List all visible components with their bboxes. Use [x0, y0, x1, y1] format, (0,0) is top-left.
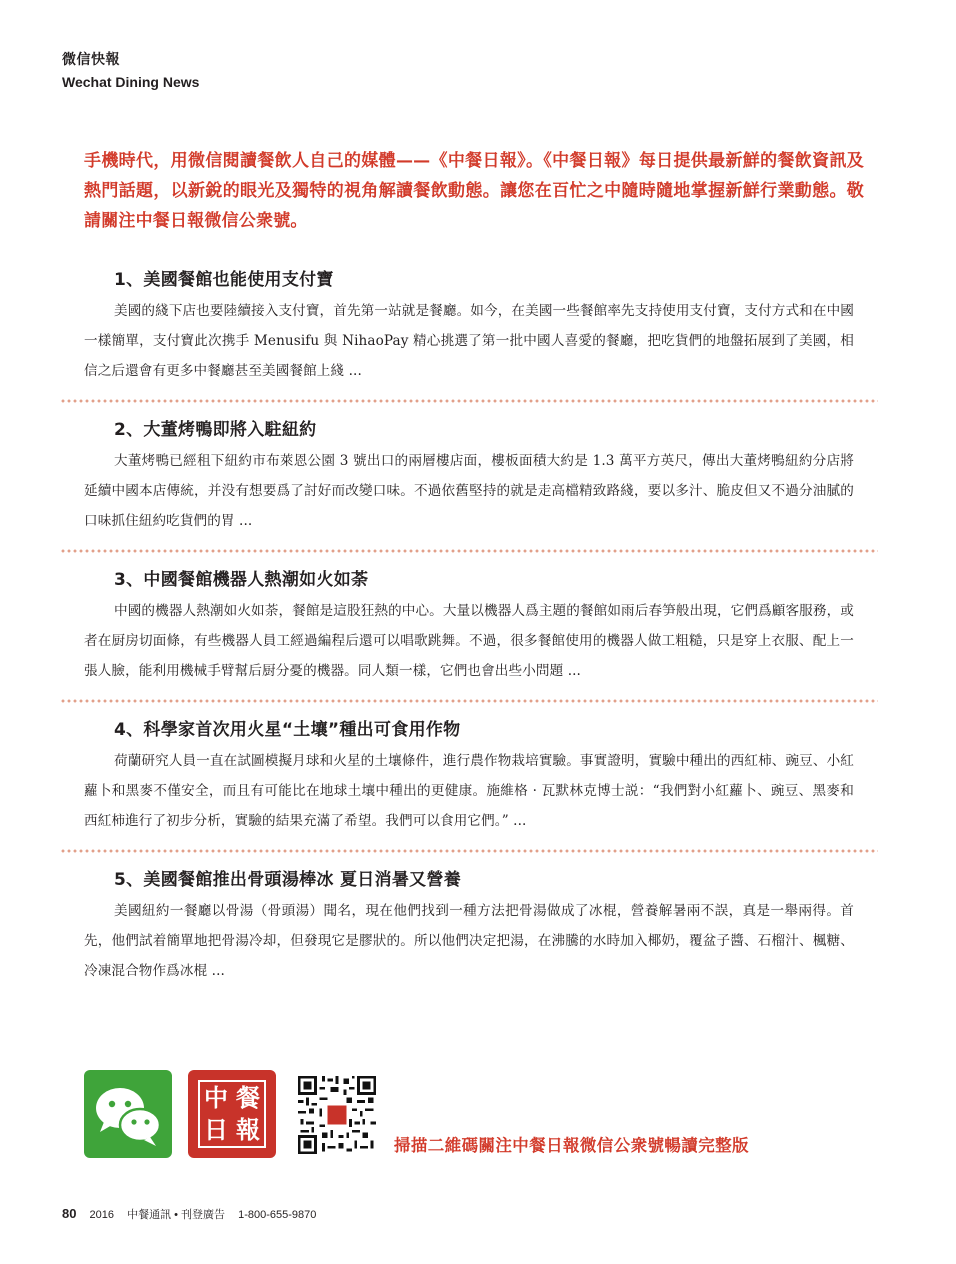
article-body: 中國的機器人熱潮如火如荼，餐館是這股狂熱的中心。大量以機器人爲主題的餐館如雨后春笋般出現，它們爲顧客服務，或者在厨房切面條，有些機器人員工經過編程后還可以唱歌跳舞。不過，很多餐館使用的機器人做工粗糙，只是穿上衣服、配上一張人臉，能利用機械手臂幫后厨分憂的機器。同人類一樣，它們也會出些小問題 ... [84, 603, 854, 679]
dotted-divider [60, 698, 878, 704]
dotted-divider [60, 548, 878, 554]
dotted-divider [60, 848, 878, 854]
logo-char: 日 [204, 1116, 228, 1144]
logo-char: 餐 [236, 1084, 260, 1112]
footer-year: 2016 [89, 1209, 115, 1221]
article-1 [84, 268, 854, 386]
article-body: 美國的綫下店也要陸續接入支付寶，首先第一站就是餐廳。如今，在美國一些餐館率先支持使用支付寶，支付方式和在中國一樣簡單，支付寶此次携手 Menusifu 與 NihaoPay 精心挑選了第一批中國人喜愛的餐廳，把吃貨們的地盤拓展到了美國，相信之后還會有更多中餐廳甚至美國餐館上綫 ... [84, 303, 854, 379]
article-4 [84, 718, 854, 836]
footer-phone: 1-800-655-9870 [238, 1209, 317, 1221]
article-title: 4、科學家首次用火星“土壤”種出可食用作物 [114, 720, 461, 740]
article-3 [84, 568, 854, 686]
qr-caption: 掃描二維碼關注中餐日報微信公衆號暢讀完整版 [394, 1136, 749, 1155]
page-number: 80 [62, 1206, 77, 1221]
logo-char: 中 [204, 1084, 228, 1112]
page-footer [62, 1206, 326, 1222]
logo-characters [198, 1080, 266, 1148]
article-5 [84, 868, 854, 986]
article-title: 2、大董烤鴨即將入駐紐約 [114, 420, 317, 440]
article-title: 1、美國餐館也能使用支付寶 [114, 270, 334, 290]
article-body: 荷蘭研究人員一直在試圖模擬月球和火星的土壤條件，進行農作物栽培實驗。事實證明，實驗中種出的西紅柿、豌豆、小紅蘿卜和黑麥不僅安全，而且有可能比在地球土壤中種出的更健康。施維格 · 瓦默林克博士説：“我們對小紅蘿卜、豌豆、黑麥和西紅柿進行了初步分析，實驗的結果充滿了希望。我們可以食用它們。” ... [84, 753, 854, 829]
article-title: 3、中國餐館機器人熱潮如火如荼 [114, 570, 369, 590]
article-body: 大董烤鴨已經租下紐約市布萊恩公園 3 號出口的兩層樓店面，樓板面積大約是 1.3 萬平方英尺，傳出大董烤鴨紐約分店將延續中國本店傳統，并没有想要爲了討好而改變口味。不過依舊堅持的就是走高檔精致路綫，要以多汁、脆皮但又不過分油膩的口味抓住紐約吃貨們的胃 ... [84, 453, 854, 529]
logo-char: 報 [236, 1116, 260, 1144]
article-list [84, 268, 854, 986]
page-header [62, 50, 199, 92]
article-body: 美國紐約一餐廳以骨湯（骨頭湯）聞名，現在他們找到一種方法把骨湯做成了冰棍，營養解暑兩不誤，真是一舉兩得。首先，他們試着簡單地把骨湯冷却，但發現它是膠狀的。所以他們决定把湯，在沸騰的水時加入椰奶，覆盆子醬、石榴汁、楓糖、冷凍混合物作爲冰棍 ... [84, 903, 854, 979]
article-2 [84, 418, 854, 536]
section-title-zh: 微信快報 [62, 52, 120, 68]
article-title: 5、美國餐館推出骨頭湯棒冰 夏日消暑又營養 [114, 870, 462, 890]
zhongcan-ribao-logo [188, 1070, 276, 1158]
wechat-bubbles-icon [84, 1070, 172, 1158]
footer-publication: 中餐通訊 • 刊登廣告 [127, 1209, 226, 1221]
dotted-divider [60, 398, 878, 404]
intro-paragraph: 手機時代，用微信閱讀餐飲人自己的媒體——《中餐日報》。《中餐日報》每日提供最新鮮的餐飲資訊及熱門話題，以新銳的眼光及獨特的視角解讀餐飲動態。讓您在百忙之中隨時隨地掌握新鮮行業動態。敬請關注中餐日報微信公衆號。 [84, 151, 864, 231]
wechat-logo [84, 1070, 172, 1158]
qr-code-icon [298, 1076, 376, 1154]
logo-row [84, 1070, 804, 1160]
section-title-en: Wechat Dining News [62, 74, 200, 90]
